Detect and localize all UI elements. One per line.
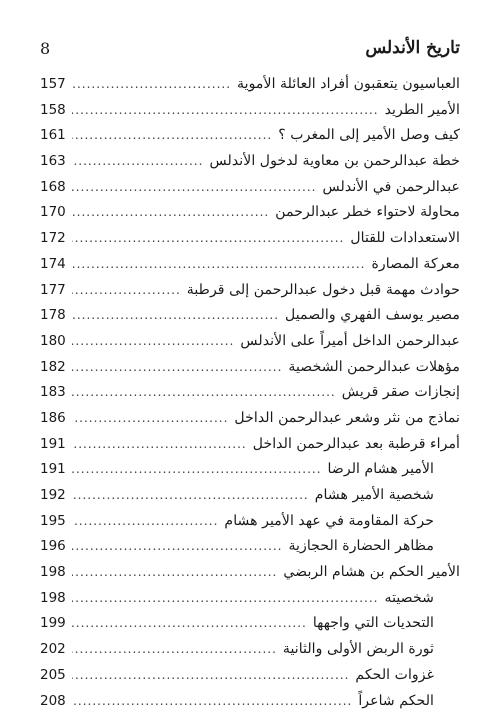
toc-entry (40, 123, 460, 149)
toc-entry-page: 198 (40, 564, 66, 581)
toc-entry-title: عبدالرحمن في الأندلس (322, 178, 460, 195)
toc-entry (40, 663, 460, 689)
toc-entry-title: خطة عبدالرحمن بن معاوية لدخول الأندلس (209, 153, 460, 170)
toc-dot-leader (72, 72, 231, 98)
toc-entry (40, 534, 460, 560)
toc-entry (40, 611, 460, 637)
toc-entry-title: الأمير الحكم بن هشام الربضي (283, 564, 460, 581)
toc-entry-title: العباسيون يتعقبون أفراد العائلة الأموية (237, 76, 460, 92)
toc-entry-page: 202 (40, 641, 66, 658)
toc-dot-leader (72, 637, 277, 663)
toc-entry-title: نماذج من نثر وشعر عبدالرحمن الداخل (234, 409, 460, 426)
toc-entry (40, 560, 460, 586)
toc-entry-title: إنجازات صقر قريش (341, 384, 460, 401)
toc-dot-leader (72, 278, 181, 304)
toc-dot-leader (72, 432, 247, 458)
toc-entry (40, 329, 460, 355)
toc-entry-page: 178 (40, 307, 66, 324)
toc-entry (40, 98, 460, 124)
toc-entry-title: معركة المصارة (371, 255, 460, 272)
toc-entry-title: أمراء قرطبة بعد عبدالرحمن الداخل (252, 435, 460, 452)
toc-dot-leader (72, 586, 378, 612)
toc-entry-page: 161 (40, 127, 66, 144)
toc-entry (40, 175, 460, 201)
toc-dot-leader (72, 483, 309, 509)
toc-entry (40, 380, 460, 406)
toc-entry (40, 457, 460, 483)
toc-entry-title: الأمير الطريد (384, 101, 460, 118)
toc-entry-title: مصير يوسف الفهري والصميل (285, 307, 460, 324)
toc-entry-title: غزوات الحكم (355, 666, 434, 683)
toc-entry-title: مؤهلات عبدالرحمن الشخصية (288, 358, 460, 375)
toc-entry (40, 483, 460, 509)
toc-entry-page: 186 (40, 409, 66, 426)
toc-dot-leader (72, 406, 228, 432)
toc-entry-page: 192 (40, 487, 66, 503)
toc-dot-leader (72, 663, 349, 689)
toc-entry (40, 355, 460, 381)
toc-entry-page: 180 (40, 332, 66, 349)
toc-entry-page: 183 (40, 384, 66, 401)
toc-entry-page: 170 (40, 204, 66, 221)
toc-entry-title: كيف وصل الأمير إلى المغرب ؟ (278, 127, 460, 144)
toc-entry-page: 174 (40, 255, 66, 272)
toc-dot-leader (72, 175, 316, 201)
toc-dot-leader (72, 252, 365, 278)
toc-entry-title: ثورة الربض الأولى والثانية (282, 641, 434, 658)
toc-entry-title: الحكم شاعراً (358, 692, 434, 709)
toc-entry-title: حوادث مهمة قبل دخول عبدالرحمن إلى قرطبة (186, 281, 460, 298)
toc-entry-page: 199 (40, 615, 66, 632)
toc-entry-title: التحديات التي واجهها (312, 615, 434, 632)
toc-entry (40, 252, 460, 278)
toc-entry-page: 195 (40, 512, 66, 529)
toc-entry-page: 172 (40, 230, 66, 247)
table-of-contents (40, 72, 460, 714)
toc-entry-title: الاستعدادات للقتال (350, 230, 460, 247)
toc-dot-leader (72, 149, 203, 175)
toc-entry (40, 689, 460, 715)
toc-entry (40, 149, 460, 175)
toc-dot-leader (72, 123, 272, 149)
toc-dot-leader (72, 329, 234, 355)
book-title: تاريخ الأندلس (365, 38, 460, 58)
toc-dot-leader (72, 200, 269, 226)
toc-entry (40, 226, 460, 252)
toc-entry-page: 208 (40, 692, 66, 709)
toc-entry (40, 637, 460, 663)
toc-entry-page: 157 (40, 76, 66, 92)
toc-entry-page: 198 (40, 589, 66, 606)
toc-entry (40, 303, 460, 329)
toc-dot-leader (72, 355, 282, 381)
toc-dot-leader (72, 226, 344, 252)
toc-entry-page: 158 (40, 101, 66, 118)
toc-entry-title: شخصية الأمير هشام (314, 487, 434, 503)
toc-dot-leader (72, 457, 322, 483)
toc-entry (40, 278, 460, 304)
toc-entry-page: 182 (40, 358, 66, 375)
toc-entry-title: محاولة لاحتواء خطر عبدالرحمن (275, 204, 460, 221)
toc-entry (40, 432, 460, 458)
toc-entry-page: 205 (40, 666, 66, 683)
toc-entry-title: مظاهر الحضارة الحجازية (288, 538, 434, 555)
toc-entry-page: 168 (40, 178, 66, 195)
toc-dot-leader (72, 534, 282, 560)
toc-entry-page: 163 (40, 153, 66, 170)
page-number: 8 (40, 38, 51, 58)
toc-entry-page: 177 (40, 281, 66, 298)
toc-dot-leader (72, 98, 379, 124)
toc-entry-page: 196 (40, 538, 66, 555)
toc-entry-title: الأمير هشام الرضا (327, 461, 434, 478)
running-head (40, 38, 460, 58)
toc-dot-leader (72, 689, 352, 715)
toc-entry (40, 200, 460, 226)
toc-dot-leader (72, 611, 307, 637)
toc-entry (40, 406, 460, 432)
toc-entry-page: 191 (40, 435, 66, 452)
toc-entry (40, 509, 460, 535)
toc-entry-page: 191 (40, 461, 66, 478)
toc-dot-leader (72, 509, 218, 535)
toc-dot-leader (72, 560, 277, 586)
toc-entry-title: عبدالرحمن الداخل أميراً على الأندلس (240, 332, 460, 349)
toc-entry (40, 586, 460, 612)
toc-dot-leader (72, 380, 336, 406)
toc-entry-title: حركة المقاومة في عهد الأمير هشام (224, 512, 434, 529)
toc-dot-leader (72, 303, 279, 329)
toc-entry-title: شخصيته (384, 589, 434, 606)
toc-entry (40, 72, 460, 98)
